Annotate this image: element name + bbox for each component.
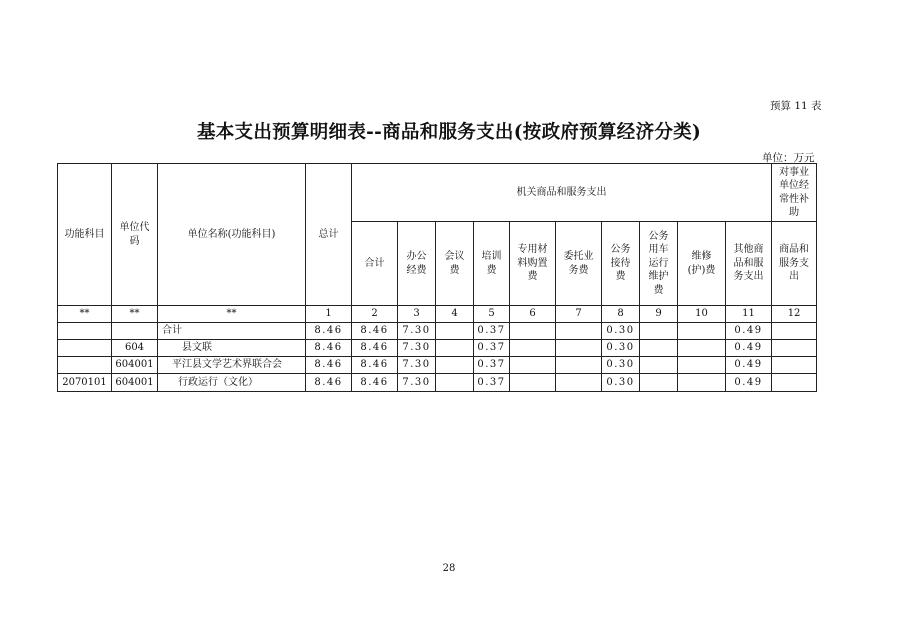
cell-value	[556, 323, 602, 340]
cell-value: 8.46	[306, 374, 352, 392]
cell-value	[510, 323, 556, 340]
unit-label: 单位：万元	[762, 152, 815, 164]
cell-value	[640, 323, 678, 340]
cell-unit-name: 行政运行（文化）	[158, 374, 306, 392]
cell-value: 0.49	[726, 357, 772, 374]
index-cell: 12	[772, 306, 817, 323]
header-sub-4: 专用材料购置费	[510, 222, 556, 306]
cell-value: 0.30	[602, 374, 640, 392]
header-sub-0: 合计	[352, 222, 398, 306]
budget-table	[57, 163, 817, 392]
cell-value	[510, 357, 556, 374]
header-sub-7: 公务用车运行维护费	[640, 222, 678, 306]
index-cell: **	[112, 306, 158, 323]
header-unit-code: 单位代码	[112, 164, 158, 306]
index-cell: 2	[352, 306, 398, 323]
cell-value: 0.30	[602, 340, 640, 357]
cell-value: 7.30	[398, 323, 436, 340]
table-row	[58, 323, 817, 340]
cell-value	[556, 357, 602, 374]
table-row	[58, 357, 817, 374]
header-sub-5: 委托业务费	[556, 222, 602, 306]
cell-unit-code: 604	[112, 340, 158, 357]
cell-value	[436, 340, 474, 357]
header-group-org: 机关商品和服务支出	[352, 164, 772, 222]
cell-value	[436, 357, 474, 374]
cell-value	[436, 323, 474, 340]
cell-value	[678, 357, 726, 374]
index-cell: **	[58, 306, 112, 323]
cell-value	[556, 340, 602, 357]
cell-value: 8.46	[352, 323, 398, 340]
header-func-code: 功能科目	[58, 164, 112, 306]
cell-value	[678, 374, 726, 392]
header-unit-name: 单位名称(功能科目)	[158, 164, 306, 306]
cell-value	[640, 357, 678, 374]
index-cell: 3	[398, 306, 436, 323]
index-cell: **	[158, 306, 306, 323]
table-row	[58, 340, 817, 357]
index-cell: 1	[306, 306, 352, 323]
table-number-label: 预算 11 表	[770, 100, 822, 112]
cell-func-code	[58, 340, 112, 357]
header-sub-9: 其他商品和服务支出	[726, 222, 772, 306]
index-cell: 10	[678, 306, 726, 323]
index-cell: 6	[510, 306, 556, 323]
header-sub-6: 公务接待费	[602, 222, 640, 306]
cell-value: 0.37	[474, 357, 510, 374]
page-title: 基本支出预算明细表--商品和服务支出(按政府预算经济分类)	[196, 122, 702, 143]
cell-value: 8.46	[306, 323, 352, 340]
header-total: 总计	[306, 164, 352, 306]
cell-value	[436, 374, 474, 392]
cell-unit-name: 平江县文学艺术界联合会	[158, 357, 306, 374]
header-sub-2: 会议费	[436, 222, 474, 306]
index-cell: 9	[640, 306, 678, 323]
cell-value: 0.37	[474, 374, 510, 392]
index-cell: 8	[602, 306, 640, 323]
header-group-subsidy: 对事业单位经常性补助	[772, 164, 817, 222]
cell-value	[640, 374, 678, 392]
header-sub-1: 办公经费	[398, 222, 436, 306]
cell-value	[772, 374, 817, 392]
header-sub-10: 商品和服务支出	[772, 222, 817, 306]
cell-value: 8.46	[352, 374, 398, 392]
cell-value	[678, 323, 726, 340]
cell-value	[556, 374, 602, 392]
cell-unit-code: 604001	[112, 357, 158, 374]
cell-unit-name: 县文联	[158, 340, 306, 357]
cell-func-code: 2070101	[58, 374, 112, 392]
header-sub-3: 培训费	[474, 222, 510, 306]
index-cell: 11	[726, 306, 772, 323]
cell-value: 7.30	[398, 357, 436, 374]
table-row	[58, 374, 817, 392]
cell-value: 8.46	[306, 357, 352, 374]
cell-value: 0.30	[602, 357, 640, 374]
cell-value	[772, 323, 817, 340]
cell-value	[772, 357, 817, 374]
index-cell: 4	[436, 306, 474, 323]
cell-value	[510, 374, 556, 392]
cell-value: 0.49	[726, 323, 772, 340]
cell-value: 7.30	[398, 340, 436, 357]
cell-value	[678, 340, 726, 357]
cell-value: 0.49	[726, 374, 772, 392]
cell-func-code	[58, 323, 112, 340]
cell-unit-code	[112, 323, 158, 340]
page-number: 28	[442, 563, 456, 574]
cell-value	[772, 340, 817, 357]
cell-unit-code: 604001	[112, 374, 158, 392]
cell-value: 0.37	[474, 323, 510, 340]
cell-func-code	[58, 357, 112, 374]
cell-value: 0.37	[474, 340, 510, 357]
cell-value	[640, 340, 678, 357]
cell-value	[510, 340, 556, 357]
cell-value: 0.49	[726, 340, 772, 357]
cell-unit-name: 合计	[158, 323, 306, 340]
index-cell: 7	[556, 306, 602, 323]
header-sub-8: 维修(护)费	[678, 222, 726, 306]
cell-value: 8.46	[352, 340, 398, 357]
index-cell: 5	[474, 306, 510, 323]
cell-value: 7.30	[398, 374, 436, 392]
cell-value: 0.30	[602, 323, 640, 340]
cell-value: 8.46	[352, 357, 398, 374]
cell-value: 8.46	[306, 340, 352, 357]
